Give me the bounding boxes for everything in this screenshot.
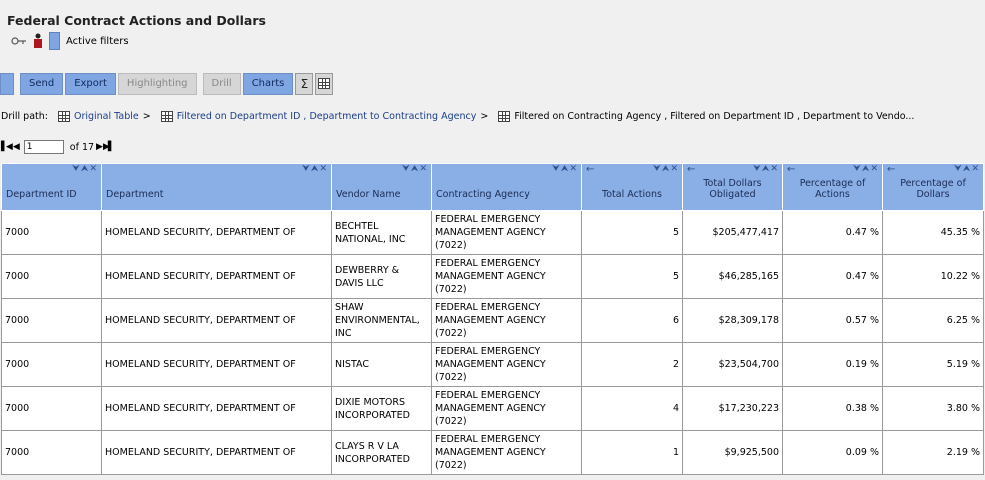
column-header-department[interactable]: ⮟⮝✕ Department bbox=[102, 164, 332, 211]
cell-department-id: 7000 bbox=[2, 387, 102, 431]
cell-pct-dollars: 2.19 % bbox=[883, 431, 984, 475]
cell-contracting-agency: FEDERAL EMERGENCY MANAGEMENT AGENCY (7022) bbox=[432, 211, 582, 255]
cell-total-actions: 5 bbox=[582, 255, 683, 299]
cell-vendor-name: DIXIE MOTORS INCORPORATED bbox=[332, 387, 432, 431]
cell-total-dollars: $205,477,417 bbox=[683, 211, 783, 255]
page-count: of 17 bbox=[69, 141, 95, 153]
table-row bbox=[2, 255, 984, 299]
cell-pct-actions: 0.38 % bbox=[783, 387, 883, 431]
drill-link-original[interactable]: Original Table bbox=[73, 111, 139, 122]
first-page-icon[interactable]: ▌◀ bbox=[1, 142, 11, 152]
cell-pct-dollars: 45.35 % bbox=[883, 211, 984, 255]
cell-pct-dollars: 3.80 % bbox=[883, 387, 984, 431]
cell-pct-actions: 0.57 % bbox=[783, 299, 883, 343]
cell-department: HOMELAND SECURITY, DEPARTMENT OF bbox=[102, 387, 332, 431]
cell-pct-dollars: 5.19 % bbox=[883, 343, 984, 387]
cell-pct-actions: 0.19 % bbox=[783, 343, 883, 387]
cell-total-dollars: $23,504,700 bbox=[683, 343, 783, 387]
breadcrumb-separator: > bbox=[142, 111, 151, 122]
move-left-icon[interactable]: ← bbox=[787, 164, 796, 175]
cell-contracting-agency: FEDERAL EMERGENCY MANAGEMENT AGENCY (7022) bbox=[432, 343, 582, 387]
cell-pct-actions: 0.47 % bbox=[783, 211, 883, 255]
sort-controls-icon[interactable]: ⮟⮝✕ bbox=[402, 164, 428, 174]
prev-page-icon[interactable]: ◀ bbox=[12, 142, 18, 152]
table-row bbox=[2, 343, 984, 387]
cell-department: HOMELAND SECURITY, DEPARTMENT OF bbox=[102, 299, 332, 343]
cell-department-id: 7000 bbox=[2, 299, 102, 343]
sum-icon[interactable]: Σ bbox=[295, 73, 313, 95]
sort-controls-icon[interactable]: ⮟⮝✕ bbox=[552, 164, 578, 174]
sort-controls-icon[interactable]: ⮟⮝✕ bbox=[302, 164, 328, 174]
table-row bbox=[2, 387, 984, 431]
cell-department: HOMELAND SECURITY, DEPARTMENT OF bbox=[102, 431, 332, 475]
breadcrumb-separator: > bbox=[480, 111, 489, 122]
drill-button[interactable]: Drill bbox=[203, 73, 241, 95]
drill-path-label: Drill path: bbox=[1, 111, 48, 122]
table-view-icon[interactable] bbox=[315, 73, 333, 95]
table-icon bbox=[498, 111, 510, 122]
cell-vendor-name: SHAW ENVIRONMENTAL, INC bbox=[332, 299, 432, 343]
table-icon bbox=[58, 111, 70, 122]
charts-button[interactable]: Charts bbox=[243, 73, 294, 95]
move-left-icon[interactable]: ← bbox=[586, 164, 595, 175]
cell-total-actions: 1 bbox=[582, 431, 683, 475]
results-table bbox=[1, 163, 984, 475]
table-row bbox=[2, 431, 984, 475]
cell-department-id: 7000 bbox=[2, 255, 102, 299]
active-filters-label[interactable]: Active filters bbox=[66, 35, 129, 47]
cell-vendor-name: DEWBERRY & DAVIS LLC bbox=[332, 255, 432, 299]
panel-toggle-button[interactable] bbox=[0, 73, 14, 95]
cell-pct-actions: 0.47 % bbox=[783, 255, 883, 299]
toolbar bbox=[0, 73, 333, 95]
cell-total-actions: 5 bbox=[582, 211, 683, 255]
breadcrumb bbox=[1, 111, 914, 122]
filter-toggle-button[interactable] bbox=[49, 32, 60, 50]
user-icon[interactable] bbox=[33, 33, 43, 49]
next-page-icon[interactable]: ▶ bbox=[96, 142, 101, 152]
table-header-row bbox=[2, 164, 984, 211]
column-header-total-actions[interactable]: ← ⮟⮝✕ Total Actions bbox=[582, 164, 683, 211]
cell-department: HOMELAND SECURITY, DEPARTMENT OF bbox=[102, 255, 332, 299]
cell-pct-dollars: 10.22 % bbox=[883, 255, 984, 299]
highlighting-button[interactable]: Highlighting bbox=[118, 73, 197, 95]
cell-department: HOMELAND SECURITY, DEPARTMENT OF bbox=[102, 211, 332, 255]
column-header-pct-actions[interactable]: ← ⮟⮝✕ Percentage of Actions bbox=[783, 164, 883, 211]
sort-controls-icon[interactable]: ⮟⮝✕ bbox=[653, 164, 679, 174]
cell-total-dollars: $28,309,178 bbox=[683, 299, 783, 343]
move-left-icon[interactable]: ← bbox=[887, 164, 896, 175]
table-row bbox=[2, 211, 984, 255]
column-header-department-id[interactable]: ⮟⮝✕ Department ID bbox=[2, 164, 102, 211]
pager bbox=[1, 140, 113, 154]
cell-pct-actions: 0.09 % bbox=[783, 431, 883, 475]
move-left-icon[interactable]: ← bbox=[687, 164, 696, 175]
filters-bar bbox=[11, 32, 129, 50]
drill-current-step: Filtered on Contracting Agency , Filtered on Department ID , Department to Vendo... bbox=[514, 111, 915, 122]
send-button[interactable]: Send bbox=[20, 73, 63, 95]
cell-vendor-name: CLAYS R V LA INCORPORATED bbox=[332, 431, 432, 475]
cell-contracting-agency: FEDERAL EMERGENCY MANAGEMENT AGENCY (7022) bbox=[432, 299, 582, 343]
column-header-contracting-agency[interactable]: ⮟⮝✕ Contracting Agency bbox=[432, 164, 582, 211]
sort-controls-icon[interactable]: ⮟⮝✕ bbox=[954, 164, 980, 174]
cell-total-dollars: $46,285,165 bbox=[683, 255, 783, 299]
cell-total-actions: 4 bbox=[582, 387, 683, 431]
cell-total-actions: 2 bbox=[582, 343, 683, 387]
export-button[interactable]: Export bbox=[65, 73, 116, 95]
cell-contracting-agency: FEDERAL EMERGENCY MANAGEMENT AGENCY (7022) bbox=[432, 255, 582, 299]
cell-department-id: 7000 bbox=[2, 211, 102, 255]
cell-total-dollars: $9,925,500 bbox=[683, 431, 783, 475]
cell-department-id: 7000 bbox=[2, 431, 102, 475]
sort-controls-icon[interactable]: ⮟⮝✕ bbox=[753, 164, 779, 174]
cell-contracting-agency: FEDERAL EMERGENCY MANAGEMENT AGENCY (7022) bbox=[432, 387, 582, 431]
cell-total-actions: 6 bbox=[582, 299, 683, 343]
page-title: Federal Contract Actions and Dollars bbox=[7, 13, 266, 28]
cell-total-dollars: $17,230,223 bbox=[683, 387, 783, 431]
cell-vendor-name: BECHTEL NATIONAL, INC bbox=[332, 211, 432, 255]
cell-department-id: 7000 bbox=[2, 343, 102, 387]
page-number-input[interactable] bbox=[24, 140, 64, 154]
column-header-pct-dollars[interactable]: ← ⮟⮝✕ Percentage of Dollars bbox=[883, 164, 984, 211]
sort-controls-icon[interactable]: ⮟⮝✕ bbox=[853, 164, 879, 174]
last-page-icon[interactable]: ▶▌ bbox=[102, 142, 113, 152]
key-icon[interactable] bbox=[11, 36, 27, 46]
table-row bbox=[2, 299, 984, 343]
cell-pct-dollars: 6.25 % bbox=[883, 299, 984, 343]
column-header-total-dollars[interactable]: ← ⮟⮝✕ Total Dollars Obligated bbox=[683, 164, 783, 211]
table-icon bbox=[161, 111, 173, 122]
column-header-vendor-name[interactable]: ⮟⮝✕ Vendor Name bbox=[332, 164, 432, 211]
cell-vendor-name: NISTAC bbox=[332, 343, 432, 387]
cell-department: HOMELAND SECURITY, DEPARTMENT OF bbox=[102, 343, 332, 387]
cell-contracting-agency: FEDERAL EMERGENCY MANAGEMENT AGENCY (7022) bbox=[432, 431, 582, 475]
drill-link-step1[interactable]: Filtered on Department ID , Department to Contracting Agency bbox=[176, 111, 477, 122]
sort-controls-icon[interactable]: ⮟⮝✕ bbox=[72, 164, 98, 174]
